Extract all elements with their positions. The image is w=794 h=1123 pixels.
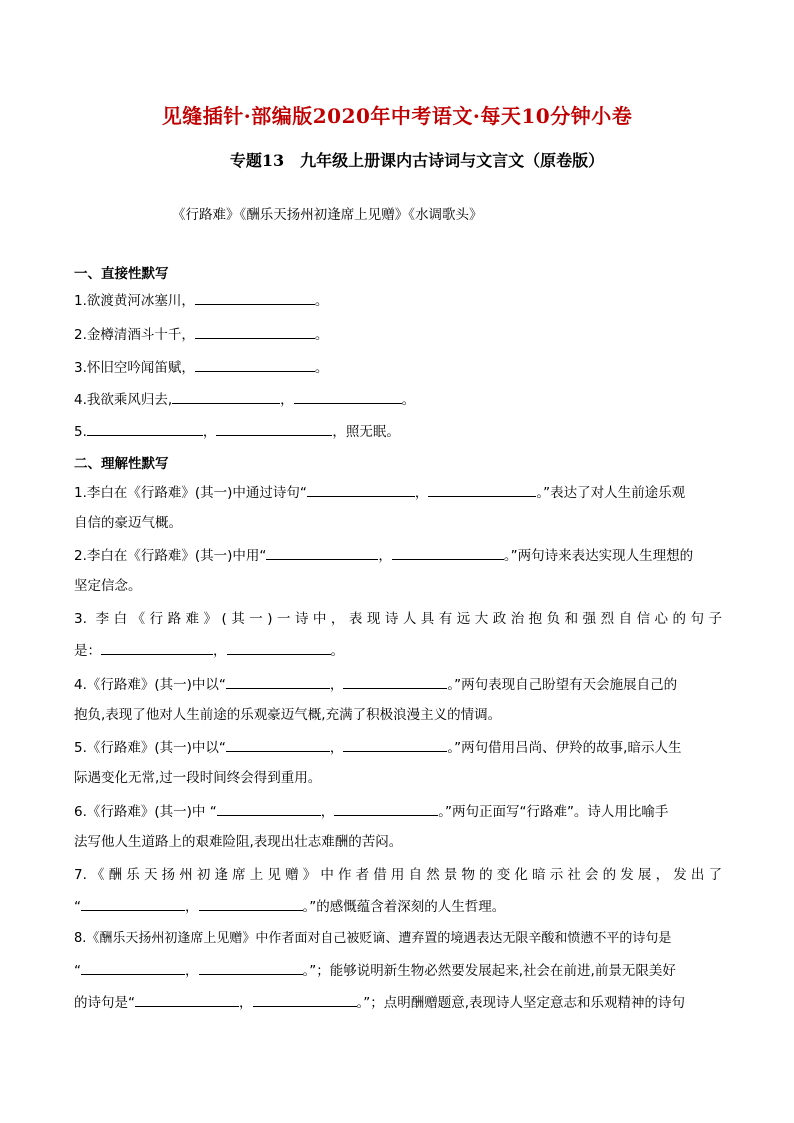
question-item — [74, 640, 722, 661]
question-continuation: 自信的豪迈气概。 — [74, 515, 182, 531]
question-text: 。 — [314, 327, 329, 343]
question-text: “ — [74, 963, 81, 979]
answer-blank[interactable] — [87, 421, 203, 436]
question-item — [74, 290, 722, 311]
answer-blank[interactable] — [266, 545, 378, 560]
answer-blank[interactable] — [217, 801, 321, 816]
question-text: 。 — [314, 293, 329, 309]
question-text: 2.李白在《行路难》(其一)中用“ — [74, 548, 267, 564]
question-text: 2.金樽清酒斗十千， — [74, 327, 195, 343]
question-continuation: 际遇变化无常,过一段时间终会得到重用。 — [74, 770, 322, 786]
question-text: ， — [414, 485, 429, 501]
section-heading-understanding: 二、理解性默写 — [74, 456, 169, 472]
answer-blank[interactable] — [294, 389, 402, 404]
question-text: 。 — [314, 360, 329, 376]
answer-blank[interactable] — [343, 674, 447, 689]
answer-blank[interactable] — [334, 801, 438, 816]
question-text: 3.怀旧空吟闻笛赋， — [74, 360, 195, 376]
question-text: 5.《行路难》(其一)中以“ — [74, 740, 226, 756]
question-item: 3. 李白《行路难》(其一)一诗中，表现诗人具有远大政治抱负和强烈自信心的句子 — [74, 611, 722, 627]
question-item — [74, 674, 722, 695]
answer-blank[interactable] — [195, 290, 315, 305]
question-text: 5. — [74, 424, 87, 440]
question-text: 。 — [401, 392, 416, 408]
question-text: 的诗句是“ — [74, 995, 135, 1011]
answer-blank[interactable] — [343, 737, 447, 752]
question-item — [74, 992, 722, 1013]
question-text: 。”；能够说明新生物必然要发展起来,社会在前进,前景无限美好 — [302, 963, 676, 979]
answer-blank[interactable] — [195, 357, 315, 372]
works-list: 《行路难》《酬乐天扬州初逢席上见赠》《水调歌头》 — [172, 207, 483, 223]
question-text: 。 — [330, 643, 344, 659]
question-text: ， — [185, 963, 199, 979]
question-item — [74, 801, 722, 822]
answer-blank[interactable] — [253, 992, 357, 1007]
question-item — [74, 896, 722, 917]
question-continuation: 坚定信念。 — [74, 578, 142, 594]
question-item — [74, 960, 722, 981]
question-text: ， — [202, 424, 217, 440]
question-text: 4.我欲乘风归去, — [74, 392, 173, 408]
question-item — [74, 389, 722, 410]
question-item: 7.《酬乐天扬州初逢席上见赠》中作者借用自然景物的变化暗示社会的发展，发出了 — [74, 867, 722, 883]
question-item: 8.《酬乐天扬州初逢席上见赠》中作者面对自己被贬谪、遭弃置的境遇表达无限辛酸和愤懑不平的诗句是 — [74, 931, 672, 946]
question-text: ， — [239, 995, 253, 1011]
answer-blank[interactable] — [81, 896, 185, 911]
answer-blank[interactable] — [216, 421, 332, 436]
question-text: 。”；点明酬赠题意,表现诗人坚定意志和乐观精神的诗句 — [356, 995, 686, 1011]
answer-blank[interactable] — [101, 640, 213, 655]
question-text: ， — [378, 548, 392, 564]
answer-blank[interactable] — [226, 674, 330, 689]
question-text: 6.《行路难》(其一)中 “ — [74, 804, 217, 820]
answer-blank[interactable] — [307, 482, 415, 497]
question-continuation: 法写他人生道路上的艰难险阻,表现出壮志难酬的苦闷。 — [74, 834, 403, 850]
question-text: 。”表达了对人生前途乐观 — [536, 485, 686, 501]
page-subtitle: 专题13 九年级上册课内古诗词与文言文（原卷版） — [229, 151, 605, 170]
answer-blank[interactable] — [392, 545, 504, 560]
question-text: ， — [213, 643, 227, 659]
question-text: ， — [280, 392, 294, 408]
question-continuation: 抱负,表现了他对人生前途的乐观豪迈气概,充满了积极浪漫主义的情调。 — [74, 707, 502, 723]
answer-blank[interactable] — [199, 960, 303, 975]
question-text: 。”两句表现自己盼望有天会施展自己的 — [447, 677, 678, 693]
question-text: 4.《行路难》(其一)中以“ — [74, 677, 226, 693]
answer-blank[interactable] — [428, 482, 536, 497]
answer-blank[interactable] — [172, 389, 280, 404]
question-text: ， — [329, 740, 344, 756]
question-item — [74, 421, 722, 442]
page-title: 见缝插针·部编版2020年中考语文·每天10分钟小卷 — [161, 104, 633, 128]
answer-blank[interactable] — [227, 640, 331, 655]
question-text: 。”的感慨蕴含着深刻的人生哲理。 — [302, 899, 506, 915]
question-text: 。”两句正面写“行路难”。诗人用比喻手 — [438, 804, 669, 820]
question-text: 是： — [74, 643, 101, 659]
question-item — [74, 324, 722, 345]
question-text: ，照无眠。 — [332, 424, 400, 440]
question-text: ， — [320, 804, 335, 820]
question-item — [74, 737, 722, 758]
question-item — [74, 545, 722, 566]
question-item — [74, 482, 722, 503]
question-text: “ — [74, 899, 81, 915]
question-text: 1.欲渡黄河冰塞川， — [74, 293, 195, 309]
answer-blank[interactable] — [81, 960, 185, 975]
question-text: ， — [329, 677, 344, 693]
question-text: 。”两句诗来表达实现人生理想的 — [503, 548, 694, 564]
section-heading-direct: 一、直接性默写 — [74, 266, 169, 282]
answer-blank[interactable] — [135, 992, 239, 1007]
question-text: 。”两句借用吕尚、伊羚的故事,暗示人生 — [447, 740, 682, 756]
answer-blank[interactable] — [226, 737, 330, 752]
answer-blank[interactable] — [195, 324, 315, 339]
question-item — [74, 357, 722, 378]
question-text: 1.李白在《行路难》(其一)中通过诗句“ — [74, 485, 307, 501]
answer-blank[interactable] — [199, 896, 303, 911]
question-text: ， — [185, 899, 199, 915]
